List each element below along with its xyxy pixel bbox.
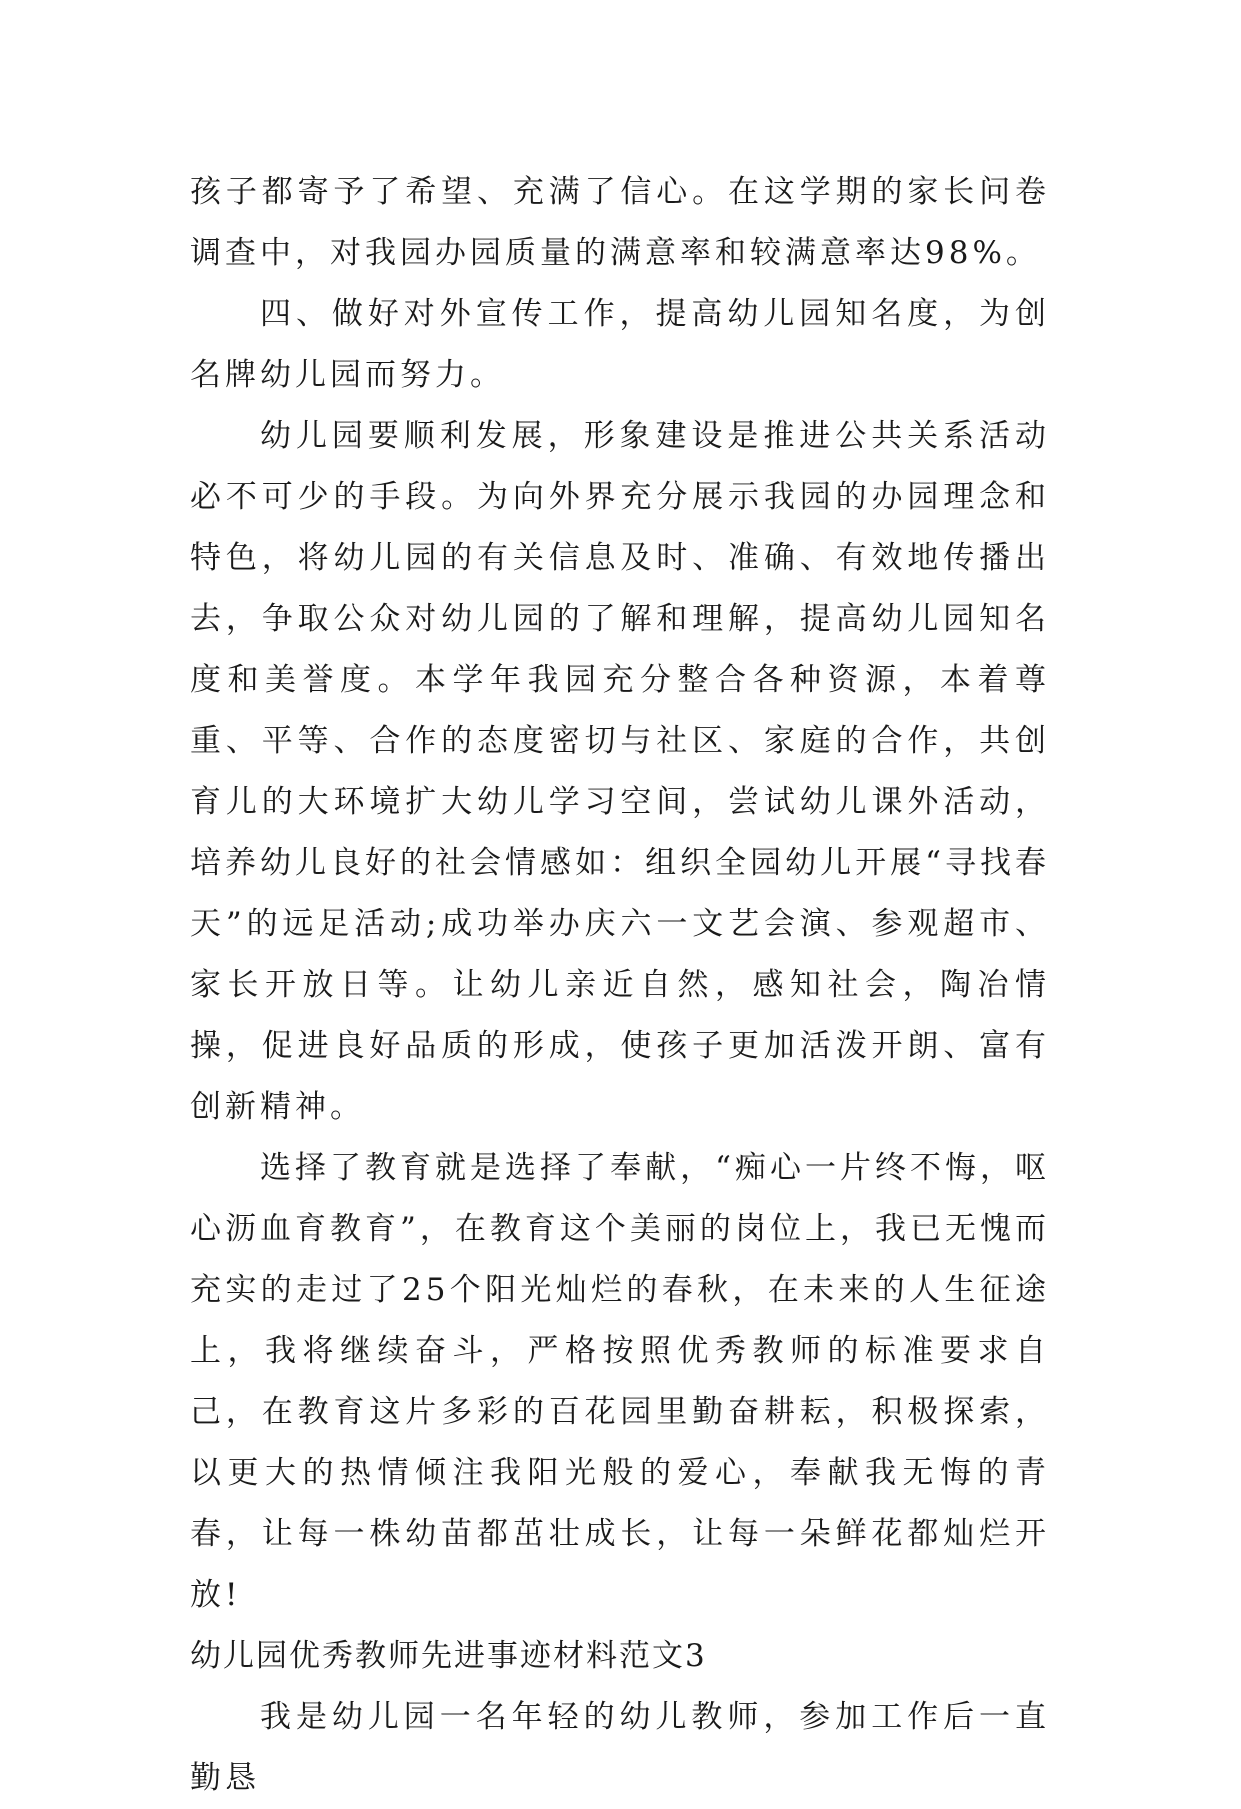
paragraph-4: 选择了教育就是选择了奉献，“痴心一片终不悔，呕心沥血育教育”，在教育这个美丽的岗位上，我已无愧而充实的走过了25个阳光灿烂的春秋，在未来的人生征途上，我将继续奋斗，严格按照优秀教师的标准要求自己，在教育这片多彩的百花园里勤奋耕耘，积极探索，以更大的热情倾注我阳光般的爱心，奉献我无悔的青春，让每一株幼苗都茁壮成长，让每一朵鲜花都灿烂开放! xyxy=(190,1150,1050,1613)
document-page xyxy=(190,162,1050,1809)
section-heading: 幼儿园优秀教师先进事迹材料范文3 xyxy=(190,1638,707,1674)
paragraph-2: 四、做好对外宣传工作，提高幼儿园知名度，为创名牌幼儿园而努力。 xyxy=(190,296,1050,393)
paragraph-1: 孩子都寄予了希望、充满了信心。在这学期的家长问卷调查中，对我园办园质量的满意率和较满意率达98%。 xyxy=(190,174,1050,271)
paragraph-3: 幼儿园要顺利发展，形象建设是推进公共关系活动必不可少的手段。为向外界充分展示我园的办园理念和特色，将幼儿园的有关信息及时、准确、有效地传播出去，争取公众对幼儿园的了解和理解，提高幼儿园知名度和美誉度。本学年我园充分整合各种资源，本着尊重、平等、合作的态度密切与社区、家庭的合作，共创育儿的大环境扩大幼儿学习空间，尝试幼儿课外活动，培养幼儿良好的社会情感如：组织全园幼儿开展“寻找春天”的远足活动;成功举办庆六一文艺会演、参观超市、家长开放日等。让幼儿亲近自然，感知社会，陶冶情操，促进良好品质的形成，使孩子更加活泼开朗、富有创新精神。 xyxy=(190,418,1050,1125)
paragraph-5: 我是幼儿园一名年轻的幼儿教师，参加工作后一直勤恳 xyxy=(190,1699,1050,1796)
